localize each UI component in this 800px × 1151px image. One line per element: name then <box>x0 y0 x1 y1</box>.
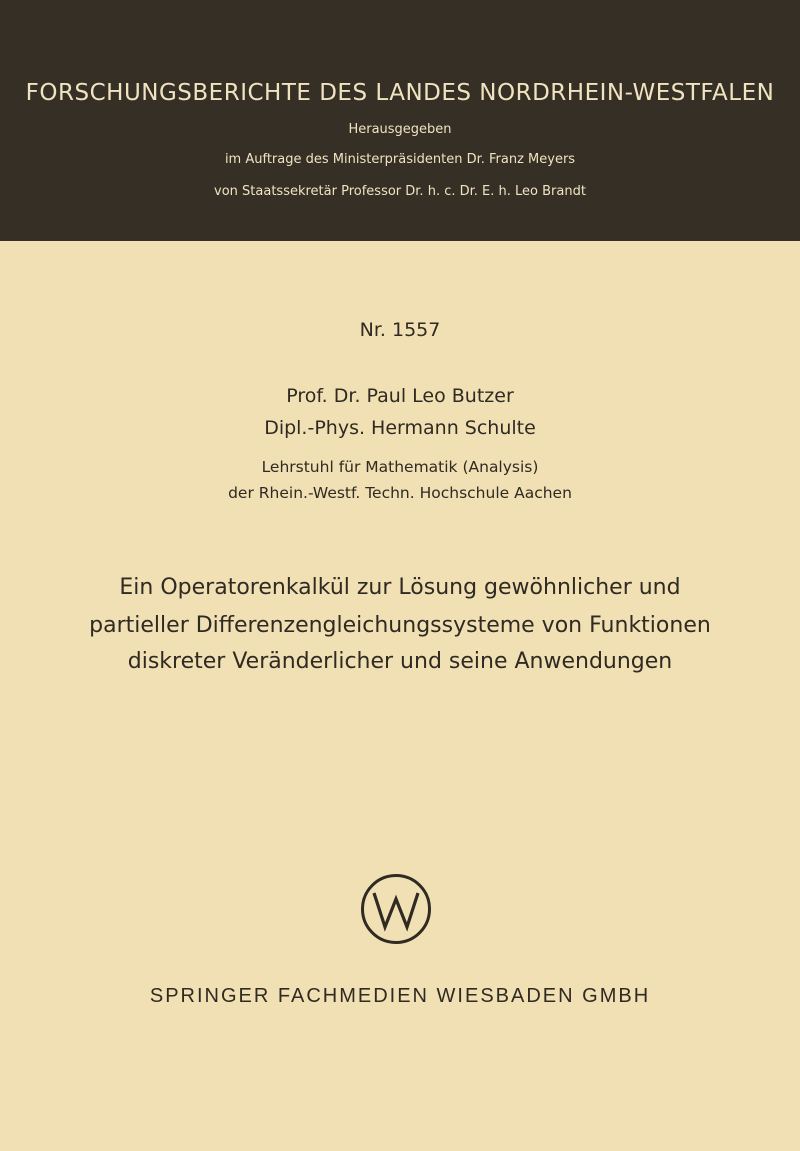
series-editor-line-2: im Auftrage des Ministerpräsidenten Dr. Franz Meyers <box>224 152 576 167</box>
westdeutscher-verlag-logo-icon <box>359 872 433 946</box>
book-title-line-3: diskreter Veränderlicher und seine Anwendungen <box>127 649 673 674</box>
affiliation-line-1: Lehrstuhl für Mathematik (Analysis) <box>261 458 539 476</box>
author-2: Dipl.-Phys. Hermann Schulte <box>264 417 536 439</box>
book-title-line-1: Ein Operatorenkalkül zur Lösung gewöhnlicher und <box>119 575 681 600</box>
series-editor-line-1: Herausgegeben <box>348 122 452 137</box>
series-header-band <box>0 0 800 241</box>
issue-number: Nr. 1557 <box>359 319 441 341</box>
author-1: Prof. Dr. Paul Leo Butzer <box>286 385 514 407</box>
series-editor-line-3: von Staatssekretär Professor Dr. h. c. Dr. E. h. Leo Brandt <box>214 184 586 199</box>
affiliation-line-2: der Rhein.-Westf. Techn. Hochschule Aachen <box>228 484 572 502</box>
series-title: FORSCHUNGSBERICHTE DES LANDES NORDRHEIN-WESTFALEN <box>25 80 775 106</box>
book-title-line-2: partieller Differenzengleichungssysteme von Funktionen <box>89 613 711 638</box>
publisher-name: SPRINGER FACHMEDIEN WIESBADEN GMBH <box>149 985 651 1007</box>
